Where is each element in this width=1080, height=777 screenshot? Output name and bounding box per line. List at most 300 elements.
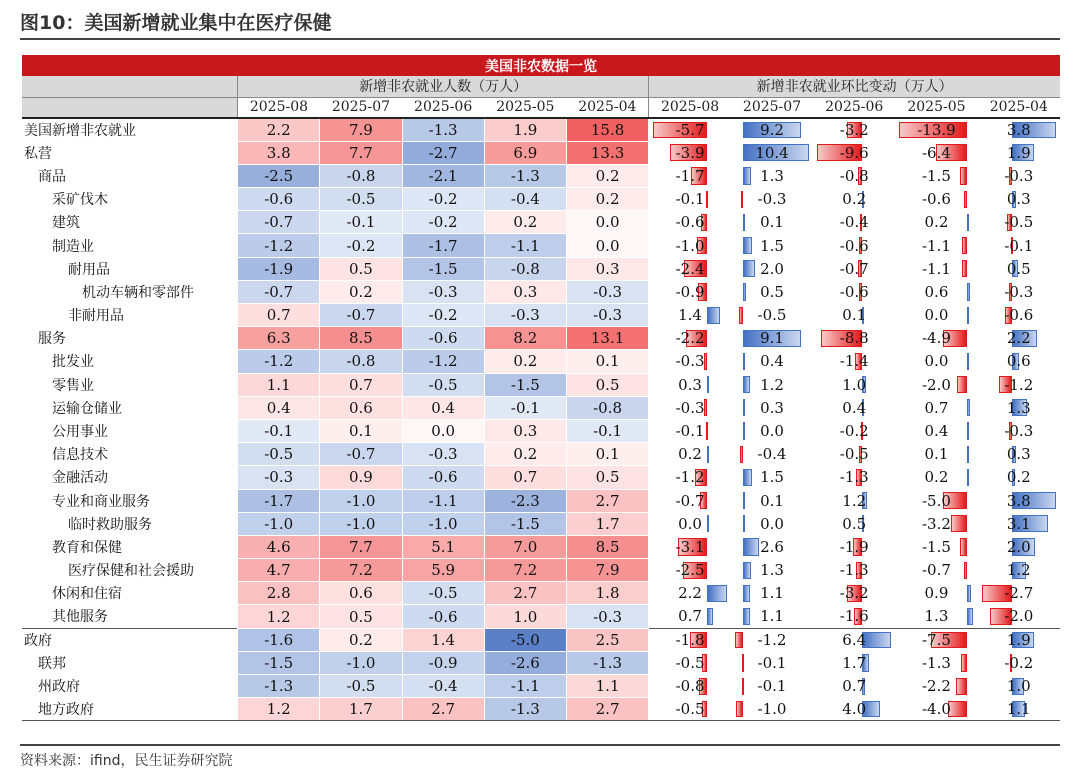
level-cell: -2.7 xyxy=(402,141,484,164)
table-row xyxy=(22,304,1060,327)
change-value: 2.6 xyxy=(760,537,784,556)
level-cell: 2.2 xyxy=(238,118,320,141)
change-value: -2.0 xyxy=(921,375,951,394)
row-label: 联邦 xyxy=(38,655,66,672)
change-value: 0.2 xyxy=(924,468,949,487)
change-cell xyxy=(895,257,977,280)
table-row xyxy=(22,280,1060,303)
level-cell: -0.6 xyxy=(402,605,484,628)
level-cell: 0.2 xyxy=(484,443,566,466)
change-cell xyxy=(649,211,731,234)
change-value: 0.7 xyxy=(924,398,949,417)
change-cell xyxy=(978,698,1060,721)
level-cell: -0.8 xyxy=(320,164,402,187)
change-value: -1.1 xyxy=(921,259,951,278)
change-cell xyxy=(813,512,895,535)
change-cell xyxy=(649,535,731,558)
change-cell xyxy=(978,257,1060,280)
row-label: 零售业 xyxy=(52,377,94,394)
change-cell xyxy=(649,559,731,582)
change-value: 1.9 xyxy=(1006,143,1031,162)
table-row xyxy=(22,350,1060,373)
level-cell: -2.3 xyxy=(484,489,566,512)
change-cell xyxy=(813,234,895,257)
change-cell xyxy=(895,535,977,558)
row-label: 耐用品 xyxy=(68,261,110,278)
change-value: -2.2 xyxy=(675,329,705,348)
level-cell: 8.5 xyxy=(566,535,648,558)
row-label: 医疗保健和社会援助 xyxy=(68,563,194,580)
change-value: -3.2 xyxy=(839,121,869,140)
level-cell: 1.7 xyxy=(566,512,648,535)
table-row xyxy=(22,211,1060,234)
change-cell xyxy=(895,582,977,605)
level-cell: 0.2 xyxy=(320,280,402,303)
change-value: -0.1 xyxy=(757,653,787,672)
table-row xyxy=(22,466,1060,489)
level-cell: -0.3 xyxy=(238,466,320,489)
change-value: -0.7 xyxy=(675,491,705,510)
level-cell: -0.6 xyxy=(402,466,484,489)
table-row xyxy=(22,535,1060,558)
change-value: 0.1 xyxy=(760,213,784,232)
level-cell: -0.8 xyxy=(566,396,648,419)
change-cell xyxy=(813,350,895,373)
change-value: -0.3 xyxy=(1004,422,1034,441)
level-cell: 1.0 xyxy=(484,605,566,628)
level-cell: 0.0 xyxy=(566,211,648,234)
change-value: 3.8 xyxy=(1006,491,1031,510)
change-value: -0.2 xyxy=(839,422,869,441)
table-banner: 美国非农数据一览 xyxy=(22,55,1060,76)
level-cell: -1.0 xyxy=(320,512,402,535)
level-cell: -0.2 xyxy=(320,234,402,257)
row-label: 地方政府 xyxy=(22,698,238,721)
level-cell: 0.7 xyxy=(238,304,320,327)
change-value: -8.8 xyxy=(839,329,869,348)
change-cell xyxy=(978,188,1060,211)
table-row xyxy=(22,582,1060,605)
change-cell xyxy=(731,257,813,280)
change-value: -0.3 xyxy=(757,190,787,209)
change-cell xyxy=(813,675,895,698)
level-cell: -1.5 xyxy=(402,257,484,280)
change-value: -1.0 xyxy=(757,700,787,719)
month-header-blank xyxy=(22,97,238,118)
level-cell: 6.3 xyxy=(238,327,320,350)
change-value: -5.7 xyxy=(675,121,705,140)
level-cell: 0.2 xyxy=(566,188,648,211)
level-cell: 0.7 xyxy=(484,466,566,489)
change-value: 1.4 xyxy=(678,306,702,325)
group-header-levels: 新增非农就业人数（万人） xyxy=(238,76,649,97)
footer-rule xyxy=(20,744,1060,746)
change-value: -1.0 xyxy=(675,236,705,255)
change-value: -1.5 xyxy=(921,537,951,556)
level-cell: 0.0 xyxy=(566,234,648,257)
change-cell xyxy=(731,466,813,489)
change-value: -3.2 xyxy=(921,514,951,533)
level-cell: -0.2 xyxy=(402,188,484,211)
level-cell: -0.4 xyxy=(402,675,484,698)
change-cell xyxy=(978,605,1060,628)
level-cell: -0.7 xyxy=(238,280,320,303)
month-header-levels: 2025-07 xyxy=(320,97,402,118)
change-cell xyxy=(813,443,895,466)
change-cell xyxy=(978,350,1060,373)
level-cell: 2.5 xyxy=(566,628,648,651)
change-cell xyxy=(813,141,895,164)
level-cell: -1.2 xyxy=(238,234,320,257)
level-cell: 0.1 xyxy=(566,443,648,466)
change-value: 1.2 xyxy=(842,491,867,510)
change-value: 1.5 xyxy=(760,468,784,487)
level-cell: 0.7 xyxy=(320,373,402,396)
change-value: -1.6 xyxy=(839,607,869,626)
change-cell xyxy=(731,280,813,303)
change-cell xyxy=(649,675,731,698)
level-cell: -0.1 xyxy=(566,419,648,442)
level-cell: -0.4 xyxy=(484,188,566,211)
change-cell xyxy=(895,466,977,489)
change-value: -0.6 xyxy=(839,282,869,301)
change-value: 0.3 xyxy=(1006,445,1031,464)
level-cell: 5.9 xyxy=(402,559,484,582)
level-cell: -1.6 xyxy=(238,628,320,651)
change-value: 0.1 xyxy=(760,491,784,510)
level-cell: 0.5 xyxy=(320,605,402,628)
change-cell xyxy=(731,559,813,582)
level-cell: 0.3 xyxy=(484,419,566,442)
level-cell: 1.2 xyxy=(238,698,320,721)
change-cell xyxy=(978,628,1060,651)
change-value: 0.2 xyxy=(678,445,702,464)
change-cell xyxy=(731,443,813,466)
level-cell: -1.7 xyxy=(238,489,320,512)
change-cell xyxy=(731,698,813,721)
change-value: -0.8 xyxy=(839,166,869,185)
level-cell: 2.7 xyxy=(566,698,648,721)
change-value: -0.7 xyxy=(839,259,869,278)
change-value: 1.0 xyxy=(1006,677,1031,696)
change-cell xyxy=(895,489,977,512)
change-value: 0.0 xyxy=(760,514,784,533)
change-cell xyxy=(731,327,813,350)
month-header-changes: 2025-08 xyxy=(649,97,731,118)
change-value: 4.0 xyxy=(842,700,867,719)
change-cell xyxy=(895,304,977,327)
level-cell: 0.0 xyxy=(402,419,484,442)
month-header-changes: 2025-06 xyxy=(813,97,895,118)
level-cell: -0.6 xyxy=(402,327,484,350)
table-row xyxy=(22,628,1060,651)
change-value: 2.2 xyxy=(678,584,702,603)
row-label: 运输仓储业 xyxy=(52,400,122,417)
change-cell xyxy=(649,512,731,535)
change-cell xyxy=(731,234,813,257)
change-value: -1.4 xyxy=(839,352,869,371)
level-cell: -0.3 xyxy=(484,304,566,327)
change-value: -2.4 xyxy=(675,259,705,278)
change-cell xyxy=(978,466,1060,489)
level-cell: 0.2 xyxy=(484,211,566,234)
change-value: -9.6 xyxy=(839,143,869,162)
level-cell: 7.2 xyxy=(320,559,402,582)
level-cell: 1.1 xyxy=(238,373,320,396)
change-value: -1.2 xyxy=(757,630,787,649)
change-value: -1.2 xyxy=(1004,375,1034,394)
level-cell: -0.5 xyxy=(320,188,402,211)
change-value: 0.4 xyxy=(760,352,784,371)
change-value: 0.5 xyxy=(842,514,867,533)
month-header-levels: 2025-04 xyxy=(566,97,648,118)
change-value: 1.3 xyxy=(924,607,949,626)
change-cell xyxy=(978,373,1060,396)
change-cell xyxy=(649,118,731,141)
change-value: 1.5 xyxy=(760,236,784,255)
table-row xyxy=(22,141,1060,164)
level-cell: 2.7 xyxy=(566,489,648,512)
change-cell xyxy=(649,280,731,303)
table-row xyxy=(22,257,1060,280)
change-value: 1.2 xyxy=(760,375,784,394)
change-cell xyxy=(978,512,1060,535)
table-row xyxy=(22,559,1060,582)
change-value: -6.4 xyxy=(921,143,951,162)
change-cell xyxy=(978,489,1060,512)
change-cell xyxy=(649,234,731,257)
level-cell: 8.5 xyxy=(320,327,402,350)
change-cell xyxy=(978,651,1060,674)
row-label: 休闲和住宿 xyxy=(52,586,122,603)
change-cell xyxy=(978,211,1060,234)
change-value: 0.3 xyxy=(760,398,784,417)
table-row xyxy=(22,489,1060,512)
level-cell: -1.2 xyxy=(238,350,320,373)
change-cell xyxy=(813,582,895,605)
level-cell: 13.3 xyxy=(566,141,648,164)
change-cell xyxy=(895,350,977,373)
change-value: -4.0 xyxy=(921,700,951,719)
level-cell: 1.1 xyxy=(566,675,648,698)
change-value: 1.7 xyxy=(842,653,867,672)
change-value: -2.2 xyxy=(921,677,951,696)
change-cell xyxy=(649,304,731,327)
row-label: 临时救助服务 xyxy=(68,516,152,533)
change-value: 1.0 xyxy=(842,375,867,394)
level-cell: -0.1 xyxy=(320,211,402,234)
change-cell xyxy=(813,118,895,141)
month-header-changes: 2025-04 xyxy=(978,97,1060,118)
table-row xyxy=(22,373,1060,396)
change-cell xyxy=(649,188,731,211)
change-cell xyxy=(978,535,1060,558)
change-cell xyxy=(731,141,813,164)
change-value: 0.6 xyxy=(1006,352,1031,371)
nonfarm-table xyxy=(22,55,1060,721)
change-value: -0.5 xyxy=(675,700,705,719)
change-cell xyxy=(895,698,977,721)
source-note: 资料来源：ifind，民生证券研究院 xyxy=(20,753,233,769)
change-cell xyxy=(649,164,731,187)
change-value: -0.7 xyxy=(921,561,951,580)
level-cell: 0.1 xyxy=(566,350,648,373)
change-value: -0.3 xyxy=(675,398,705,417)
change-cell xyxy=(813,280,895,303)
level-cell: 7.7 xyxy=(320,535,402,558)
level-cell: -1.7 xyxy=(402,234,484,257)
change-value: -3.9 xyxy=(675,143,705,162)
row-label: 商品 xyxy=(38,168,66,185)
change-value: -1.8 xyxy=(675,630,705,649)
level-cell: 4.6 xyxy=(238,535,320,558)
level-cell: 0.6 xyxy=(320,582,402,605)
group-header-changes: 新增非农就业环比变动（万人） xyxy=(649,76,1060,97)
change-value: 0.0 xyxy=(924,306,949,325)
change-value: -1.7 xyxy=(675,166,705,185)
change-value: -0.3 xyxy=(1004,282,1034,301)
change-cell xyxy=(895,675,977,698)
change-value: -0.1 xyxy=(757,677,787,696)
change-value: -0.4 xyxy=(757,445,787,464)
change-value: -2.0 xyxy=(1004,607,1034,626)
level-cell: -0.3 xyxy=(566,304,648,327)
change-value: -0.6 xyxy=(675,213,705,232)
change-value: 9.1 xyxy=(760,329,784,348)
table-row xyxy=(22,164,1060,187)
level-cell: -0.7 xyxy=(320,304,402,327)
change-value: -0.1 xyxy=(675,190,705,209)
change-value: 6.4 xyxy=(842,630,867,649)
change-cell xyxy=(895,443,977,466)
change-value: 10.4 xyxy=(755,143,789,162)
table-row xyxy=(22,512,1060,535)
change-cell xyxy=(649,605,731,628)
change-cell xyxy=(649,373,731,396)
level-cell: 0.3 xyxy=(484,280,566,303)
level-cell: 1.2 xyxy=(238,605,320,628)
change-value: 9.2 xyxy=(760,121,784,140)
change-cell xyxy=(649,419,731,442)
level-cell: 2.7 xyxy=(402,698,484,721)
level-cell: -0.5 xyxy=(238,443,320,466)
change-cell xyxy=(813,257,895,280)
row-label: 机动车辆和零部件 xyxy=(82,284,194,301)
month-header-levels: 2025-05 xyxy=(484,97,566,118)
change-cell xyxy=(895,141,977,164)
change-cell xyxy=(978,304,1060,327)
table-row xyxy=(22,698,1060,721)
row-label: 政府 xyxy=(22,628,238,651)
change-value: 0.3 xyxy=(678,375,702,394)
change-cell xyxy=(731,512,813,535)
level-cell: -1.3 xyxy=(238,675,320,698)
change-cell xyxy=(895,396,977,419)
change-value: -0.3 xyxy=(675,352,705,371)
level-cell: -0.8 xyxy=(484,257,566,280)
table-row xyxy=(22,396,1060,419)
change-value: -0.2 xyxy=(1004,653,1034,672)
table-row xyxy=(22,605,1060,628)
level-cell: -0.7 xyxy=(238,211,320,234)
table-row xyxy=(22,443,1060,466)
table-row xyxy=(22,118,1060,141)
table-row xyxy=(22,651,1060,674)
change-value: 0.5 xyxy=(760,282,784,301)
level-cell: -0.2 xyxy=(402,304,484,327)
change-value: -3.1 xyxy=(675,537,705,556)
level-cell: -1.0 xyxy=(402,512,484,535)
row-label: 公用事业 xyxy=(52,424,108,441)
level-cell: 8.2 xyxy=(484,327,566,350)
change-cell xyxy=(731,118,813,141)
level-cell: -2.5 xyxy=(238,164,320,187)
change-value: -0.5 xyxy=(757,306,787,325)
level-cell: -1.0 xyxy=(320,489,402,512)
table-row xyxy=(22,419,1060,442)
change-cell xyxy=(649,466,731,489)
change-cell xyxy=(813,535,895,558)
change-value: 0.3 xyxy=(1006,190,1031,209)
level-cell: -1.1 xyxy=(484,675,566,698)
change-cell xyxy=(813,211,895,234)
level-cell: -0.6 xyxy=(238,188,320,211)
change-cell xyxy=(895,419,977,442)
change-value: -0.5 xyxy=(675,653,705,672)
change-cell xyxy=(978,443,1060,466)
level-cell: -0.5 xyxy=(402,582,484,605)
change-value: -7.5 xyxy=(921,630,951,649)
change-cell xyxy=(895,280,977,303)
change-value: 0.7 xyxy=(678,607,702,626)
level-cell: 0.9 xyxy=(320,466,402,489)
month-header-levels: 2025-08 xyxy=(238,97,320,118)
change-cell xyxy=(813,419,895,442)
level-cell: -0.3 xyxy=(566,605,648,628)
change-value: -0.6 xyxy=(921,190,951,209)
table-row xyxy=(22,188,1060,211)
row-label: 信息技术 xyxy=(52,447,108,464)
table-row xyxy=(22,675,1060,698)
change-cell xyxy=(731,211,813,234)
level-cell: -0.7 xyxy=(320,443,402,466)
level-cell: -1.1 xyxy=(402,489,484,512)
change-value: 0.5 xyxy=(1006,259,1031,278)
change-cell xyxy=(649,350,731,373)
change-value: -0.8 xyxy=(675,677,705,696)
change-cell xyxy=(731,373,813,396)
change-value: 0.4 xyxy=(842,398,867,417)
level-cell: 1.4 xyxy=(402,628,484,651)
change-value: -2.7 xyxy=(1004,584,1034,603)
row-label: 制造业 xyxy=(52,238,94,255)
row-label: 私营 xyxy=(24,145,52,162)
level-cell: 7.0 xyxy=(484,535,566,558)
level-cell: 0.1 xyxy=(320,419,402,442)
change-cell xyxy=(978,141,1060,164)
level-cell: 7.7 xyxy=(320,141,402,164)
level-cell: -5.0 xyxy=(484,628,566,651)
level-cell: 7.2 xyxy=(484,559,566,582)
change-value: -0.4 xyxy=(839,213,869,232)
change-value: 0.2 xyxy=(924,213,949,232)
change-cell xyxy=(895,118,977,141)
change-cell xyxy=(731,489,813,512)
level-cell: -1.3 xyxy=(566,651,648,674)
change-value: -1.3 xyxy=(921,653,951,672)
level-cell: 1.7 xyxy=(320,698,402,721)
table-row xyxy=(22,234,1060,257)
